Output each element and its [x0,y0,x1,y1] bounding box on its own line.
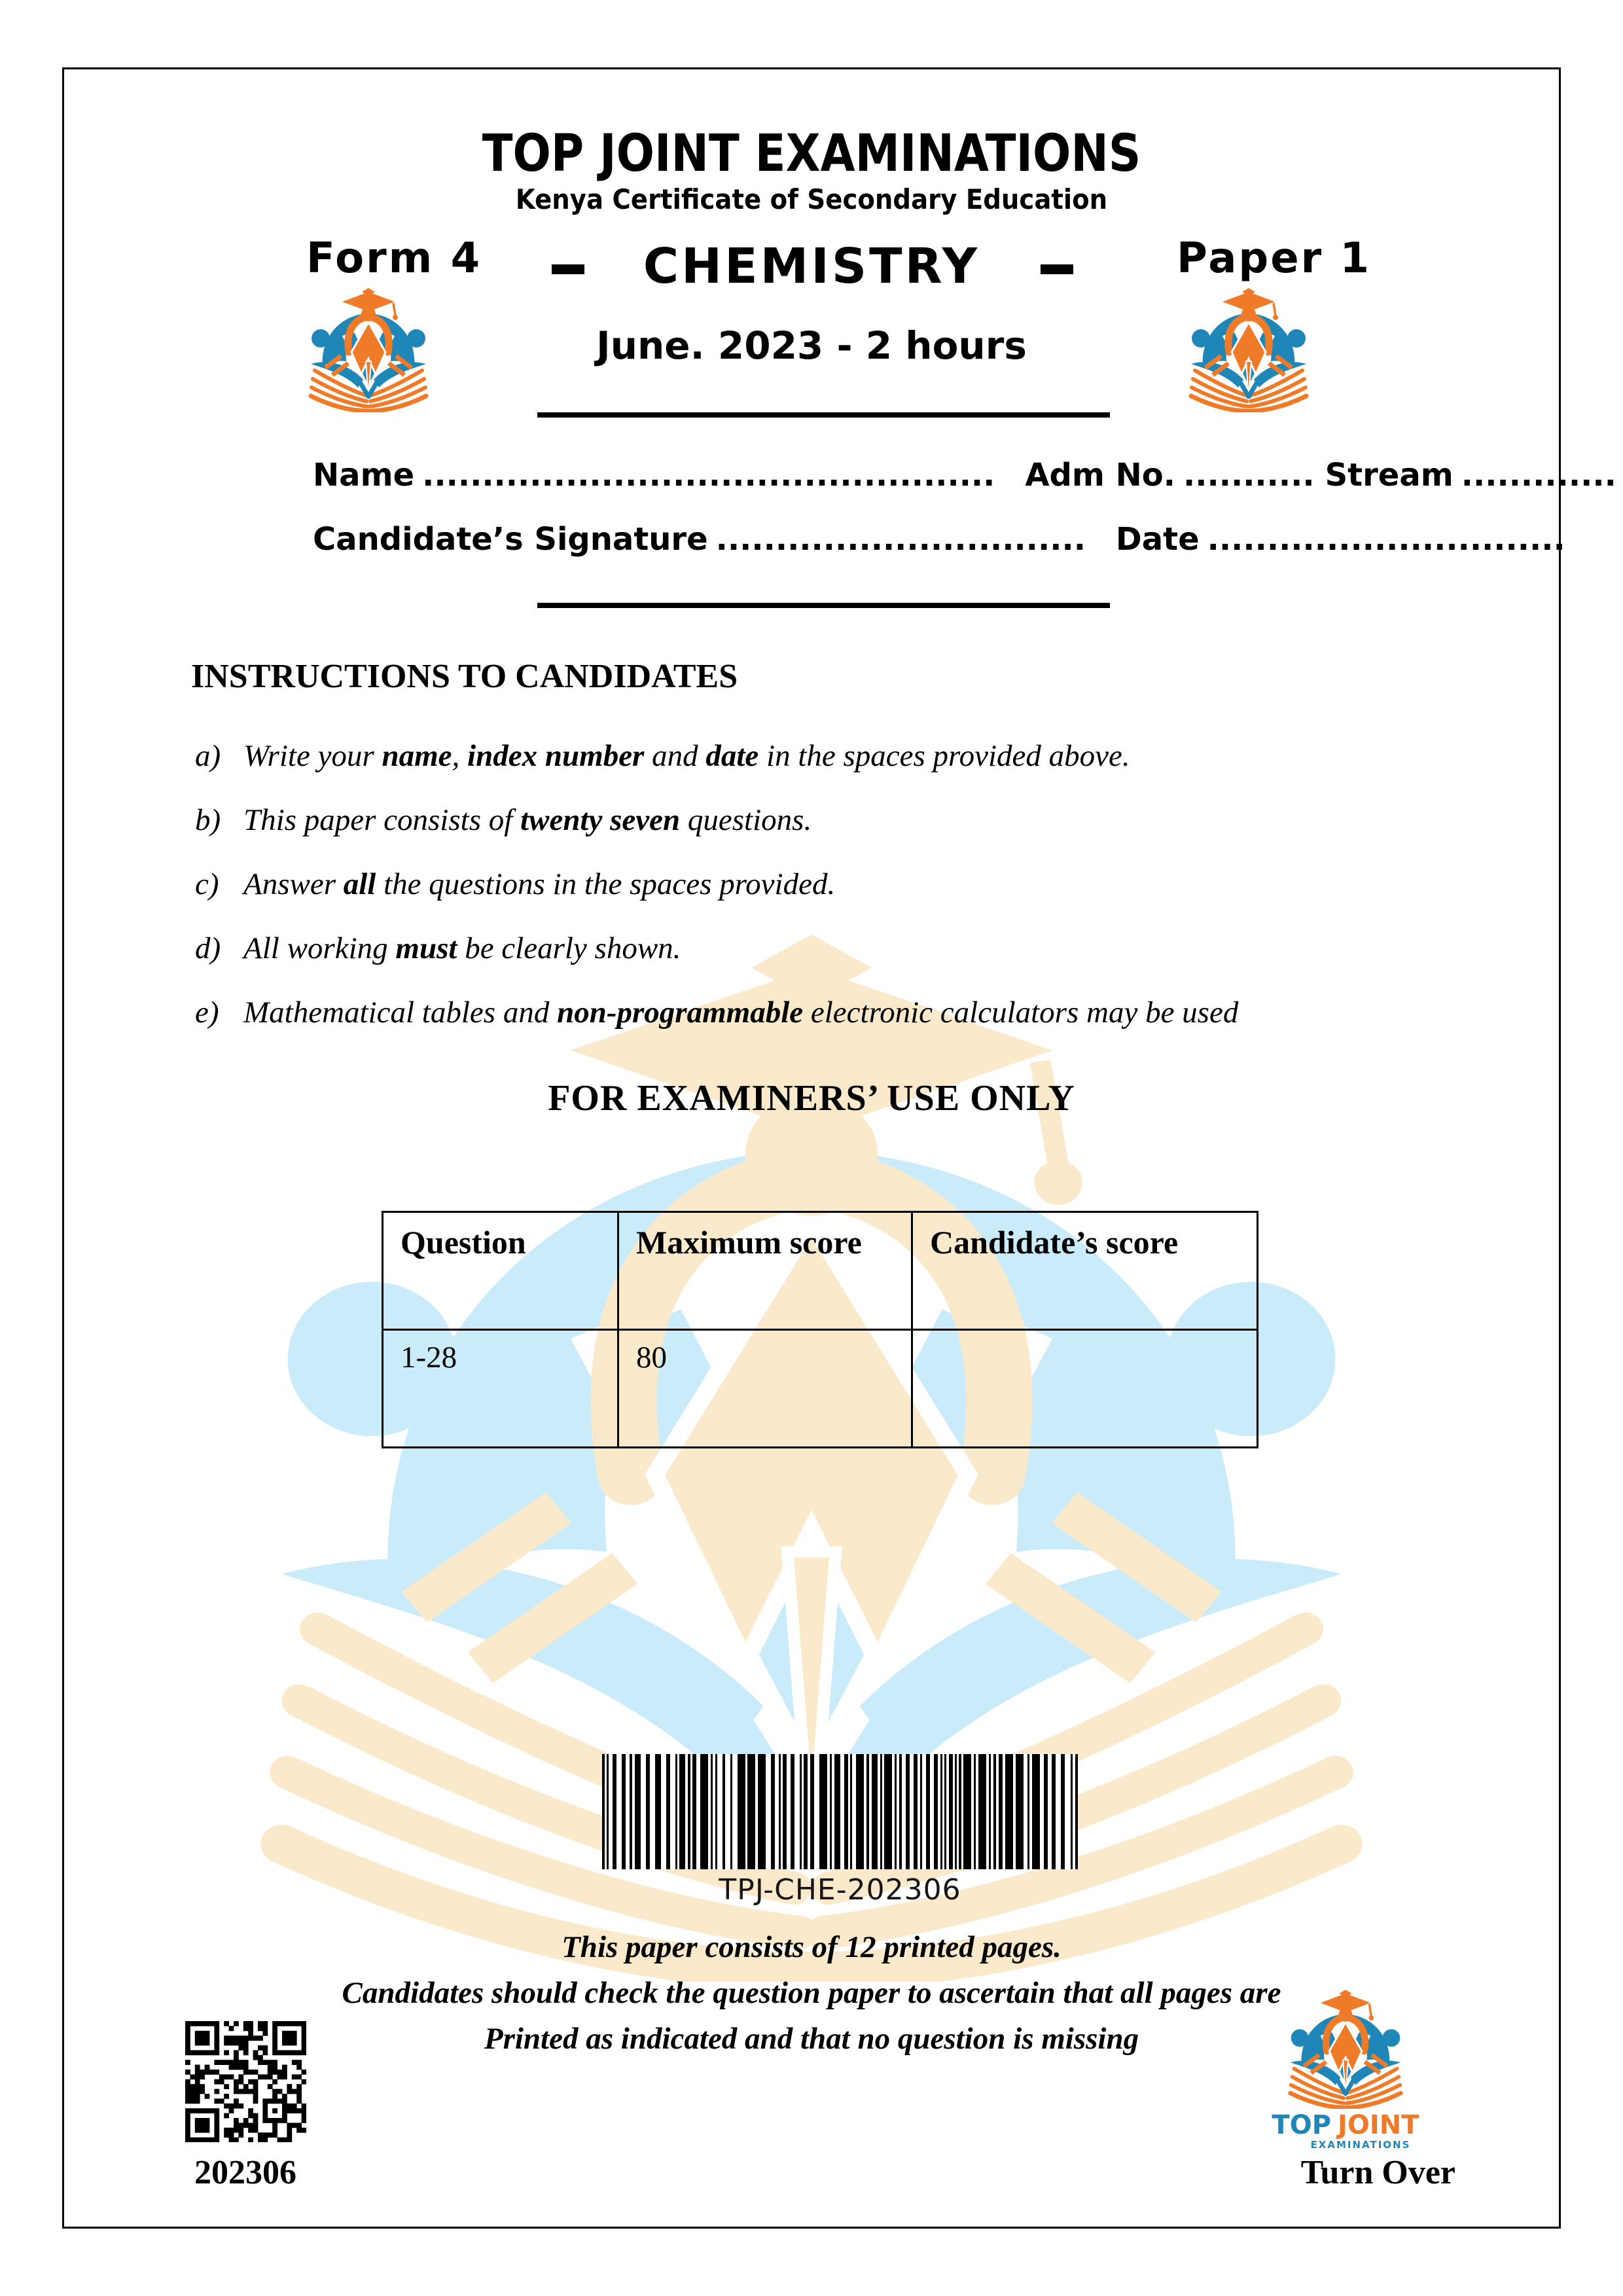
footer-note-line: This paper consists of 12 printed pages. [562,1930,1061,1964]
instruction-item-label: b) [195,803,221,837]
instruction-item-text: Answer all the questions in the spaces provided. [243,867,836,901]
signature-fill-dots: ............................... [715,521,1086,558]
table-header-cell: Question [383,1212,618,1330]
instruction-item [195,737,1412,775]
instruction-item-text: All working must be clearly shown. [243,931,681,965]
instruction-item [195,865,1412,903]
separator-dash-icon [1041,264,1073,274]
signature-label: Candidate’s Signature [313,521,708,558]
logo-word-joint: JOINT [1338,2110,1419,2140]
barcode-caption: TPJ-CHE-202306 [719,1873,961,1907]
horizontal-rule [537,603,1110,608]
instruction-item-label: c) [195,867,219,901]
adm-no-fill-dots: ........... [1183,457,1315,493]
table-cell: 1-28 [383,1330,618,1448]
instruction-item [195,801,1412,839]
paper-label: Paper 1 [1177,234,1371,283]
logo-wordmark [1270,2110,1421,2140]
logo-word-examinations: EXAMINATIONS [1310,2139,1411,2151]
page-subtitle: Kenya Certificate of Secondary Education [515,183,1108,215]
instruction-item-text: Mathematical tables and non-programmable electronic calculators may be used [243,996,1239,1030]
date-fill-dots: .............................. [1207,521,1565,558]
instruction-item-label: d) [195,931,221,965]
top-joint-logo-icon [1276,1990,1415,2109]
turn-over-label: Turn Over [1300,2154,1455,2191]
instruction-item-label: a) [195,739,221,773]
qr-code [185,2021,306,2142]
examiners-table-body [383,1212,1258,1448]
table-cell [912,1330,1258,1448]
paper-code: 202306 [194,2154,296,2191]
instructions-list [195,737,1412,1058]
adm-no-label: Adm No. [1025,457,1176,493]
instructions-heading: INSTRUCTIONS TO CANDIDATES [191,658,738,695]
page-title: TOP JOINT EXAMINATIONS [482,124,1141,183]
stream-fill-dots: ............. [1461,457,1616,493]
footer-note-line: Candidates should check the question paper to ascertain that all pages are [342,1976,1281,2010]
instruction-item-label: e) [195,996,219,1030]
table-row [383,1330,1258,1448]
signature-row [313,521,1565,558]
name-label: Name [313,457,415,493]
name-fill-dots: ................................................ [422,457,995,493]
horizontal-rule [537,412,1110,418]
instruction-item [195,929,1412,967]
session-line: June. 2023 - 2 hours [596,323,1027,368]
instruction-item-text: Write your name, index number and date in the spaces provided above. [243,739,1130,773]
instruction-item-text: This paper consists of twenty seven questions. [243,803,812,837]
subject-title: CHEMISTRY [643,238,980,295]
table-cell: 80 [618,1330,912,1448]
examiners-table [382,1211,1258,1448]
logo-word-top: TOP [1272,2110,1332,2140]
stream-label: Stream [1325,457,1454,493]
instruction-item [195,994,1412,1031]
date-label: Date [1115,521,1200,558]
barcode [602,1754,1078,1869]
name-row [313,457,1616,493]
table-header-cell: Candidate’s score [912,1212,1258,1330]
table-header-cell: Maximum score [618,1212,912,1330]
examiners-heading: FOR EXAMINERS’ USE ONLY [548,1078,1075,1119]
footer-note-line: Printed as indicated and that no question is missing [484,2022,1139,2056]
form-label: Form 4 [306,234,482,283]
